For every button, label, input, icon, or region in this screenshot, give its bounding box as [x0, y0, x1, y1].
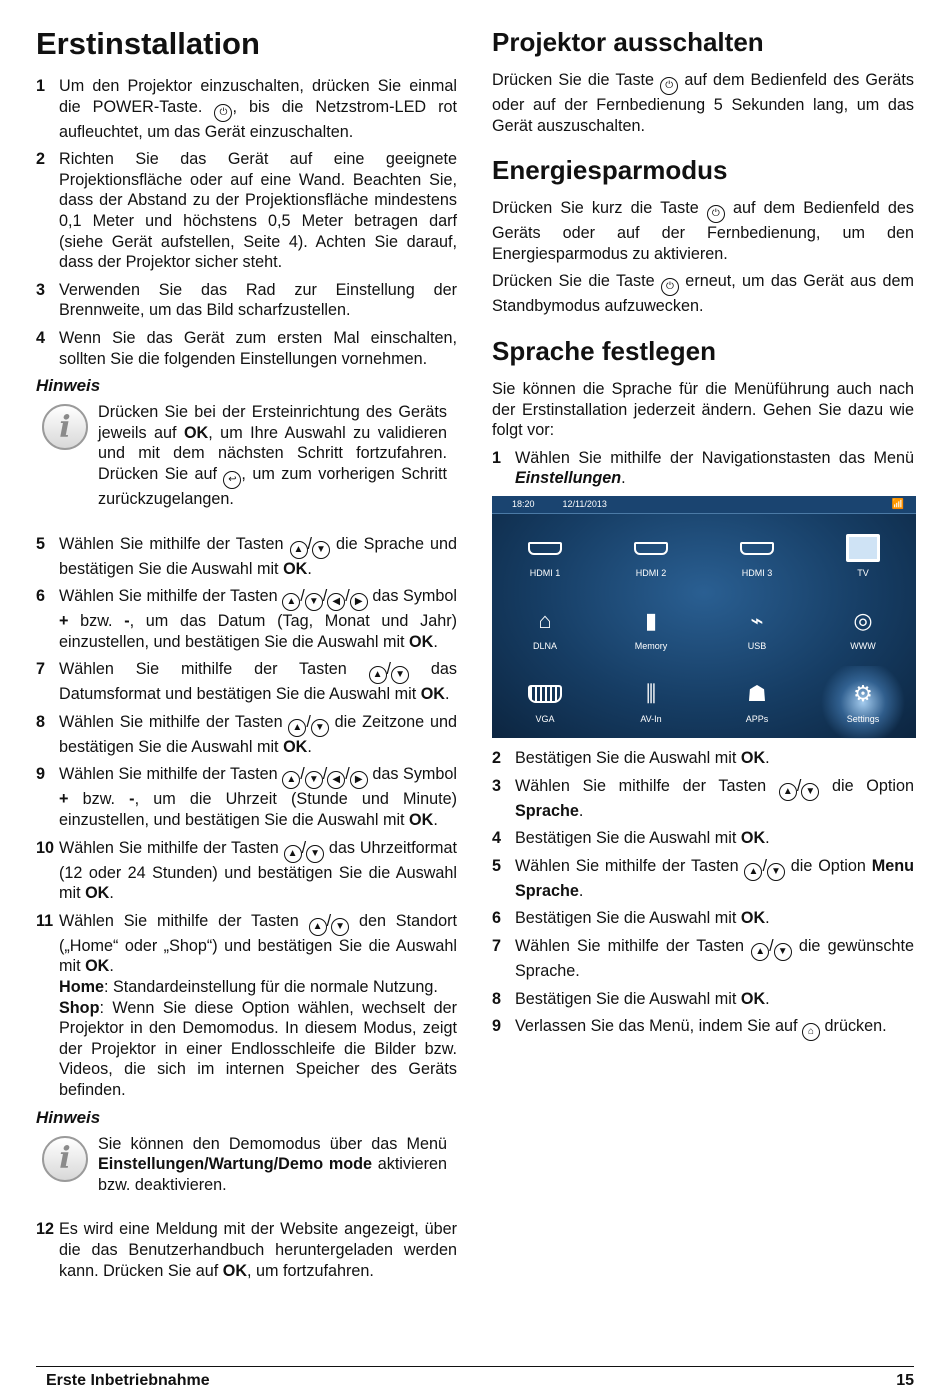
ok-label: OK: [85, 957, 110, 976]
hint-box: [36, 1134, 457, 1196]
item-text: .: [109, 957, 114, 976]
paragraph: Sie können die Sprache für die Menüführung auch nach der Erstinstallation jederzeit ändern. Gehen Sie dazu wie folgt vor:: [492, 379, 914, 440]
item-text: die Option: [784, 856, 872, 875]
item-number: 2: [36, 150, 46, 169]
hdmi-icon: [634, 542, 668, 555]
globe-icon: ◎: [853, 608, 873, 634]
item-text: Wählen Sie mithilfe der Tasten: [59, 534, 290, 553]
item-number: 3: [36, 280, 46, 299]
paragraph-text: Drücken Sie die Taste: [492, 272, 661, 291]
item-text: .: [765, 909, 770, 928]
page-number: 15: [896, 1372, 914, 1389]
ok-label: OK: [183, 423, 209, 442]
tile-hdmi3[interactable]: [704, 520, 810, 593]
list-item: [36, 838, 457, 904]
memory-card-icon: ▮: [644, 608, 658, 634]
list-item: [492, 989, 914, 1010]
up-icon: ▲: [779, 783, 797, 801]
up-icon: ▲: [282, 771, 300, 789]
hdmi-icon: [528, 542, 562, 555]
item-text: .: [433, 811, 438, 830]
item-text: Bestätigen Sie die Auswahl mit: [515, 909, 741, 928]
item-text: Wählen Sie mithilfe der Tasten: [59, 660, 369, 679]
down-icon: ▼: [312, 541, 330, 559]
separator: /: [307, 534, 312, 553]
android-icon: ☗: [747, 681, 767, 707]
hint-box: [36, 402, 457, 509]
item-number: 9: [492, 1017, 502, 1036]
item-number: 1: [36, 77, 46, 95]
hint-text: , um zum vorherigen Schritt zurückzugelangen.: [98, 464, 448, 508]
item-number: 10: [36, 838, 55, 857]
separator: /: [345, 765, 350, 784]
down-icon: ▼: [331, 918, 349, 936]
list-item: [36, 659, 457, 705]
item-text: Verlassen Sie das Menü, indem Sie auf: [515, 1017, 803, 1036]
down-icon: ▼: [305, 771, 323, 789]
item-text: .: [765, 989, 770, 1008]
item-number: 8: [36, 712, 46, 731]
list-item: [492, 748, 914, 769]
separator: /: [386, 660, 392, 679]
item-text: Bestätigen Sie die Auswahl mit: [515, 829, 741, 848]
usb-icon: ⌁: [750, 608, 764, 634]
down-icon: ▼: [306, 845, 324, 863]
ok-label: OK: [740, 909, 766, 928]
tile-label: VGA: [535, 714, 555, 725]
hint-text: Sie können den Demomodus über das Menü: [98, 1134, 447, 1153]
separator: /: [300, 765, 305, 784]
tile-tv[interactable]: [810, 520, 916, 593]
separator: /: [762, 856, 767, 875]
item-text: Es wird eine Meldung mit der Website angezeigt, über die das Benutzerhandbuch heruntergeladen werden kann. Drücken Sie auf: [59, 1220, 457, 1280]
tile-label: HDMI 3: [741, 568, 773, 579]
paragraph-text: auf dem Bedienfeld des Geräts oder auf der Fernbedienung 5 Sekunden lang, um das Gerät auszuschalten.: [492, 71, 914, 135]
item-number: 5: [492, 856, 502, 875]
item-text: .: [765, 829, 770, 848]
ok-label: OK: [420, 685, 445, 704]
info-icon: i: [42, 404, 88, 450]
list-item: [492, 776, 914, 822]
tile-label: AV-In: [640, 714, 662, 725]
power-icon: ⏻: [707, 205, 725, 223]
gear-icon: ⚙: [853, 681, 873, 707]
paragraph: [492, 70, 914, 136]
item-text: , um fortzufahren.: [247, 1261, 374, 1280]
option-name: Menu Sprache: [515, 856, 914, 900]
up-icon: ▲: [290, 541, 308, 559]
hint-text: , um Ihre Auswahl zu validieren und mit dem nächsten Schritt fortzufahren. Drücken Sie auf: [98, 423, 447, 483]
tile-label: Settings: [846, 714, 880, 725]
power-icon: ⏻: [660, 77, 678, 95]
section-title: Projektor ausschalten: [492, 27, 764, 57]
item-text: die gewünschte Sprache.: [515, 936, 914, 980]
home-icon: ⌂: [802, 1023, 820, 1041]
item-text: das Symbol: [367, 587, 458, 606]
item-text: , bis die Netzstrom-LED rot aufleuchtet, um das Gerät einzuschalten.: [59, 97, 457, 141]
tile-label: WWW: [850, 641, 876, 652]
separator: /: [306, 712, 311, 731]
section-title: Sprache festlegen: [492, 335, 716, 366]
ok-label: OK: [409, 632, 434, 651]
item-number: 7: [36, 660, 46, 679]
up-icon: ▲: [284, 845, 302, 863]
separator: /: [796, 776, 802, 795]
item-text: Wählen Sie mithilfe der Tasten: [59, 911, 309, 930]
tile-vga[interactable]: [492, 666, 598, 739]
item-text: Wählen Sie mithilfe der Navigationstasten das Menü: [515, 448, 914, 467]
up-icon: ▲: [288, 719, 306, 737]
item-number: 4: [492, 829, 502, 848]
item-text: Um den Projektor einzuschalten, drücken Sie einmal die POWER-Taste.: [59, 77, 457, 116]
item-text: Wählen Sie mithilfe der Tasten: [59, 587, 283, 606]
item-text: Wählen Sie mithilfe der Tasten: [59, 765, 283, 784]
separator: /: [322, 587, 328, 606]
ok-label: OK: [740, 829, 766, 848]
item-text: .: [578, 881, 584, 900]
left-column: [36, 20, 457, 1288]
list-item: [492, 936, 914, 982]
up-icon: ▲: [369, 666, 387, 684]
tile-www[interactable]: [810, 593, 916, 666]
item-text: Wählen Sie mithilfe der Tasten: [515, 856, 745, 875]
item-text: Bestätigen Sie die Auswahl mit: [515, 989, 741, 1008]
item-number: 5: [36, 534, 46, 553]
item-text: .: [765, 748, 770, 767]
item-text: die Option: [819, 776, 914, 795]
down-icon: ▼: [774, 943, 792, 961]
ok-label: OK: [283, 737, 308, 756]
item-text: Richten Sie das Gerät auf eine geeignete Projektionsfläche oder auf eine Wand. Beachten Sie, dass der Abstand zu der Projektionsfläche mindestens 0,1 Meter und höchstens 0,5 Meter betragen darf (siehe Gerät aufstellen, Seite 4). Achten Sie darauf, dass der Projektor sicher steht.: [59, 150, 457, 272]
up-icon: ▲: [751, 943, 769, 961]
left-icon: ◀: [327, 771, 345, 789]
paragraph-text: erneut, um das Gerät aus dem Standbymodus aufzuwecken.: [492, 272, 914, 316]
tile-label: TV: [857, 568, 869, 579]
vga-icon: [528, 685, 562, 703]
item-text: .: [578, 801, 584, 820]
item-number: 6: [36, 587, 46, 606]
menu-name: Einstellungen: [515, 469, 622, 488]
separator: /: [301, 838, 307, 857]
list-item: [36, 911, 457, 1101]
paragraph-text: Drücken Sie die Taste: [492, 71, 661, 89]
item-number: 3: [492, 776, 502, 795]
tile-label: USB: [747, 641, 767, 652]
ok-label: OK: [740, 748, 766, 767]
list-item: [36, 1219, 457, 1281]
plus-symbol: +: [59, 790, 69, 809]
menu-screenshot: [492, 496, 916, 738]
minus-symbol: -: [124, 612, 130, 631]
item-text: die Sprache und bestätigen Sie die Auswahl mit: [59, 534, 457, 578]
list-item: [36, 586, 457, 652]
tile-label: HDMI 2: [635, 568, 667, 579]
hint-text: Drücken Sie bei der Ersteinrichtung des Geräts jeweils auf: [98, 403, 447, 442]
clock: 18:20: [512, 498, 535, 509]
left-icon: ◀: [327, 593, 345, 611]
tile-settings[interactable]: [810, 666, 916, 739]
tile-label: HDMI 1: [529, 568, 561, 579]
item-text: : Standardeinstellung für die normale Nutzung.: [103, 978, 438, 997]
tile-memory[interactable]: [598, 593, 704, 666]
tile-hdmi2[interactable]: [598, 520, 704, 593]
list-item: [492, 448, 914, 489]
item-text: , um die Uhrzeit (Stunde und Minute) einzustellen, und bestätigen Sie die Auswahl mit: [59, 790, 458, 830]
item-text: bzw.: [68, 790, 130, 809]
back-icon: ↩: [223, 471, 241, 489]
option-name: Sprache: [515, 801, 579, 820]
item-number: 7: [492, 936, 502, 955]
item-number: 12: [36, 1220, 55, 1239]
list-item: [36, 764, 457, 830]
power-icon: ⏻: [661, 278, 679, 296]
power-icon: ⏻: [214, 104, 232, 122]
item-text: das Uhrzeitformat (12 oder 24 Stunden) und bestätigen Sie die Auswahl mit: [59, 838, 457, 903]
status-bar: [492, 496, 916, 514]
right-column: [492, 20, 914, 1048]
list-item: [36, 149, 457, 273]
item-number: 1: [492, 448, 502, 467]
item-text: .: [109, 884, 114, 903]
down-icon: ▼: [391, 666, 409, 684]
av-cable-icon: ⫼: [645, 681, 657, 707]
down-icon: ▼: [801, 783, 819, 801]
section-title: Energiesparmodus: [492, 155, 728, 186]
separator: /: [300, 587, 305, 606]
date: 12/11/2013: [562, 498, 607, 509]
item-text: Verwenden Sie das Rad zur Einstellung der Brennweite, um das Bild scharfzustellen.: [59, 280, 457, 320]
tile-dlna[interactable]: [492, 593, 598, 666]
item-number: 2: [492, 748, 502, 767]
tv-icon: [846, 534, 880, 562]
separator: /: [345, 587, 350, 606]
paragraph-text: auf dem Bedienfeld des Geräts oder auf der Fernbedienung, um den Energiesparmodus zu aktivieren.: [492, 199, 914, 263]
item-text: bzw.: [68, 612, 125, 631]
item-text: : Wenn Sie diese Option wählen, wechselt der Projektor in den Demomodus. In diesem Modus, zeigt der Projektor in einer Endlosschleife die Bilder bzw. Videos, die sich im internen Speicher des Geräts befinden.: [59, 998, 457, 1099]
tile-usb[interactable]: [704, 593, 810, 666]
item-text: .: [621, 469, 626, 488]
item-number: 8: [492, 989, 502, 1008]
down-icon: ▼: [311, 719, 329, 737]
item-text: Bestätigen Sie die Auswahl mit: [515, 748, 741, 767]
footer-divider: [36, 1366, 914, 1367]
up-icon: ▲: [282, 593, 300, 611]
item-number: 4: [36, 328, 46, 347]
item-text: .: [307, 737, 312, 756]
item-text: .: [307, 559, 312, 578]
list-item: [36, 280, 457, 321]
list-item: [36, 76, 457, 142]
plus-symbol: +: [59, 612, 69, 631]
shop-option-label: Shop: [59, 998, 100, 1017]
item-text: .: [433, 632, 438, 651]
ok-label: OK: [283, 559, 308, 578]
hdmi-icon: [740, 542, 774, 555]
list-item: [492, 1016, 914, 1041]
hint-title: Hinweis: [36, 376, 101, 396]
info-icon: i: [42, 1136, 88, 1182]
paragraph-text: Drücken Sie kurz die Taste: [492, 199, 707, 218]
item-text: das Datumsformat und bestätigen Sie die Auswahl mit: [59, 660, 457, 704]
list-item: [492, 856, 914, 902]
tile-hdmi1[interactable]: [492, 520, 598, 593]
item-text: drücken.: [820, 1017, 887, 1036]
tile-label: DLNA: [532, 641, 557, 652]
item-text: Wählen Sie mithilfe der Tasten: [59, 838, 284, 857]
separator: /: [769, 936, 774, 955]
right-icon: ▶: [350, 593, 368, 611]
hint-text: aktivieren bzw. deaktivieren.: [98, 1155, 447, 1194]
list-item: [492, 828, 914, 849]
minus-symbol: -: [129, 790, 135, 809]
up-icon: ▲: [309, 918, 327, 936]
item-number: 11: [36, 911, 54, 930]
item-text: den Standort („Home“ oder „Shop“) und bestätigen Sie die Auswahl mit: [59, 911, 457, 976]
item-text: die Zeitzone und bestätigen Sie die Auswahl mit: [59, 712, 457, 756]
ok-label: OK: [222, 1261, 248, 1280]
footer-section: Erste Inbetriebnahme: [46, 1372, 210, 1389]
list-item: [36, 534, 457, 580]
item-text: Wenn Sie das Gerät zum ersten Mal einschalten, sollten Sie die folgenden Einstellungen vornehmen.: [59, 328, 457, 368]
down-icon: ▼: [767, 863, 785, 881]
list-item: [492, 908, 914, 929]
ok-label: OK: [740, 989, 766, 1008]
item-text: Wählen Sie mithilfe der Tasten: [59, 712, 289, 731]
paragraph: [492, 198, 914, 264]
ok-label: OK: [85, 884, 110, 903]
tile-label: Memory: [634, 641, 668, 652]
item-text: das Symbol: [367, 765, 458, 784]
tile-av-in[interactable]: [598, 666, 704, 739]
ok-label: OK: [409, 811, 434, 830]
right-icon: ▶: [350, 771, 368, 789]
item-number: 9: [36, 765, 46, 784]
home-option-label: Home: [59, 978, 104, 997]
tile-apps[interactable]: [704, 666, 810, 739]
hint-title: Hinweis: [36, 1107, 101, 1127]
up-icon: ▲: [744, 863, 762, 881]
wifi-icon: 📶: [891, 498, 904, 510]
page-title: Erstinstallation: [36, 26, 260, 61]
list-item: [36, 328, 457, 369]
tile-label: APPs: [745, 714, 769, 725]
separator: /: [326, 911, 332, 930]
separator: /: [322, 765, 328, 784]
menu-path: Einstellungen/Wartung/Demo mode: [98, 1155, 373, 1174]
down-icon: ▼: [305, 593, 323, 611]
item-text: .: [445, 685, 450, 704]
item-number: 6: [492, 909, 502, 928]
item-text: , um das Datum (Tag, Monat und Jahr) einzustellen, und bestätigen Sie die Auswahl mit: [59, 612, 457, 651]
list-item: [36, 712, 457, 758]
paragraph: [492, 271, 914, 317]
dlna-icon: ⌂: [538, 608, 552, 634]
item-text: Wählen Sie mithilfe der Tasten: [515, 776, 779, 795]
item-text: Wählen Sie mithilfe der Tasten: [515, 936, 752, 955]
